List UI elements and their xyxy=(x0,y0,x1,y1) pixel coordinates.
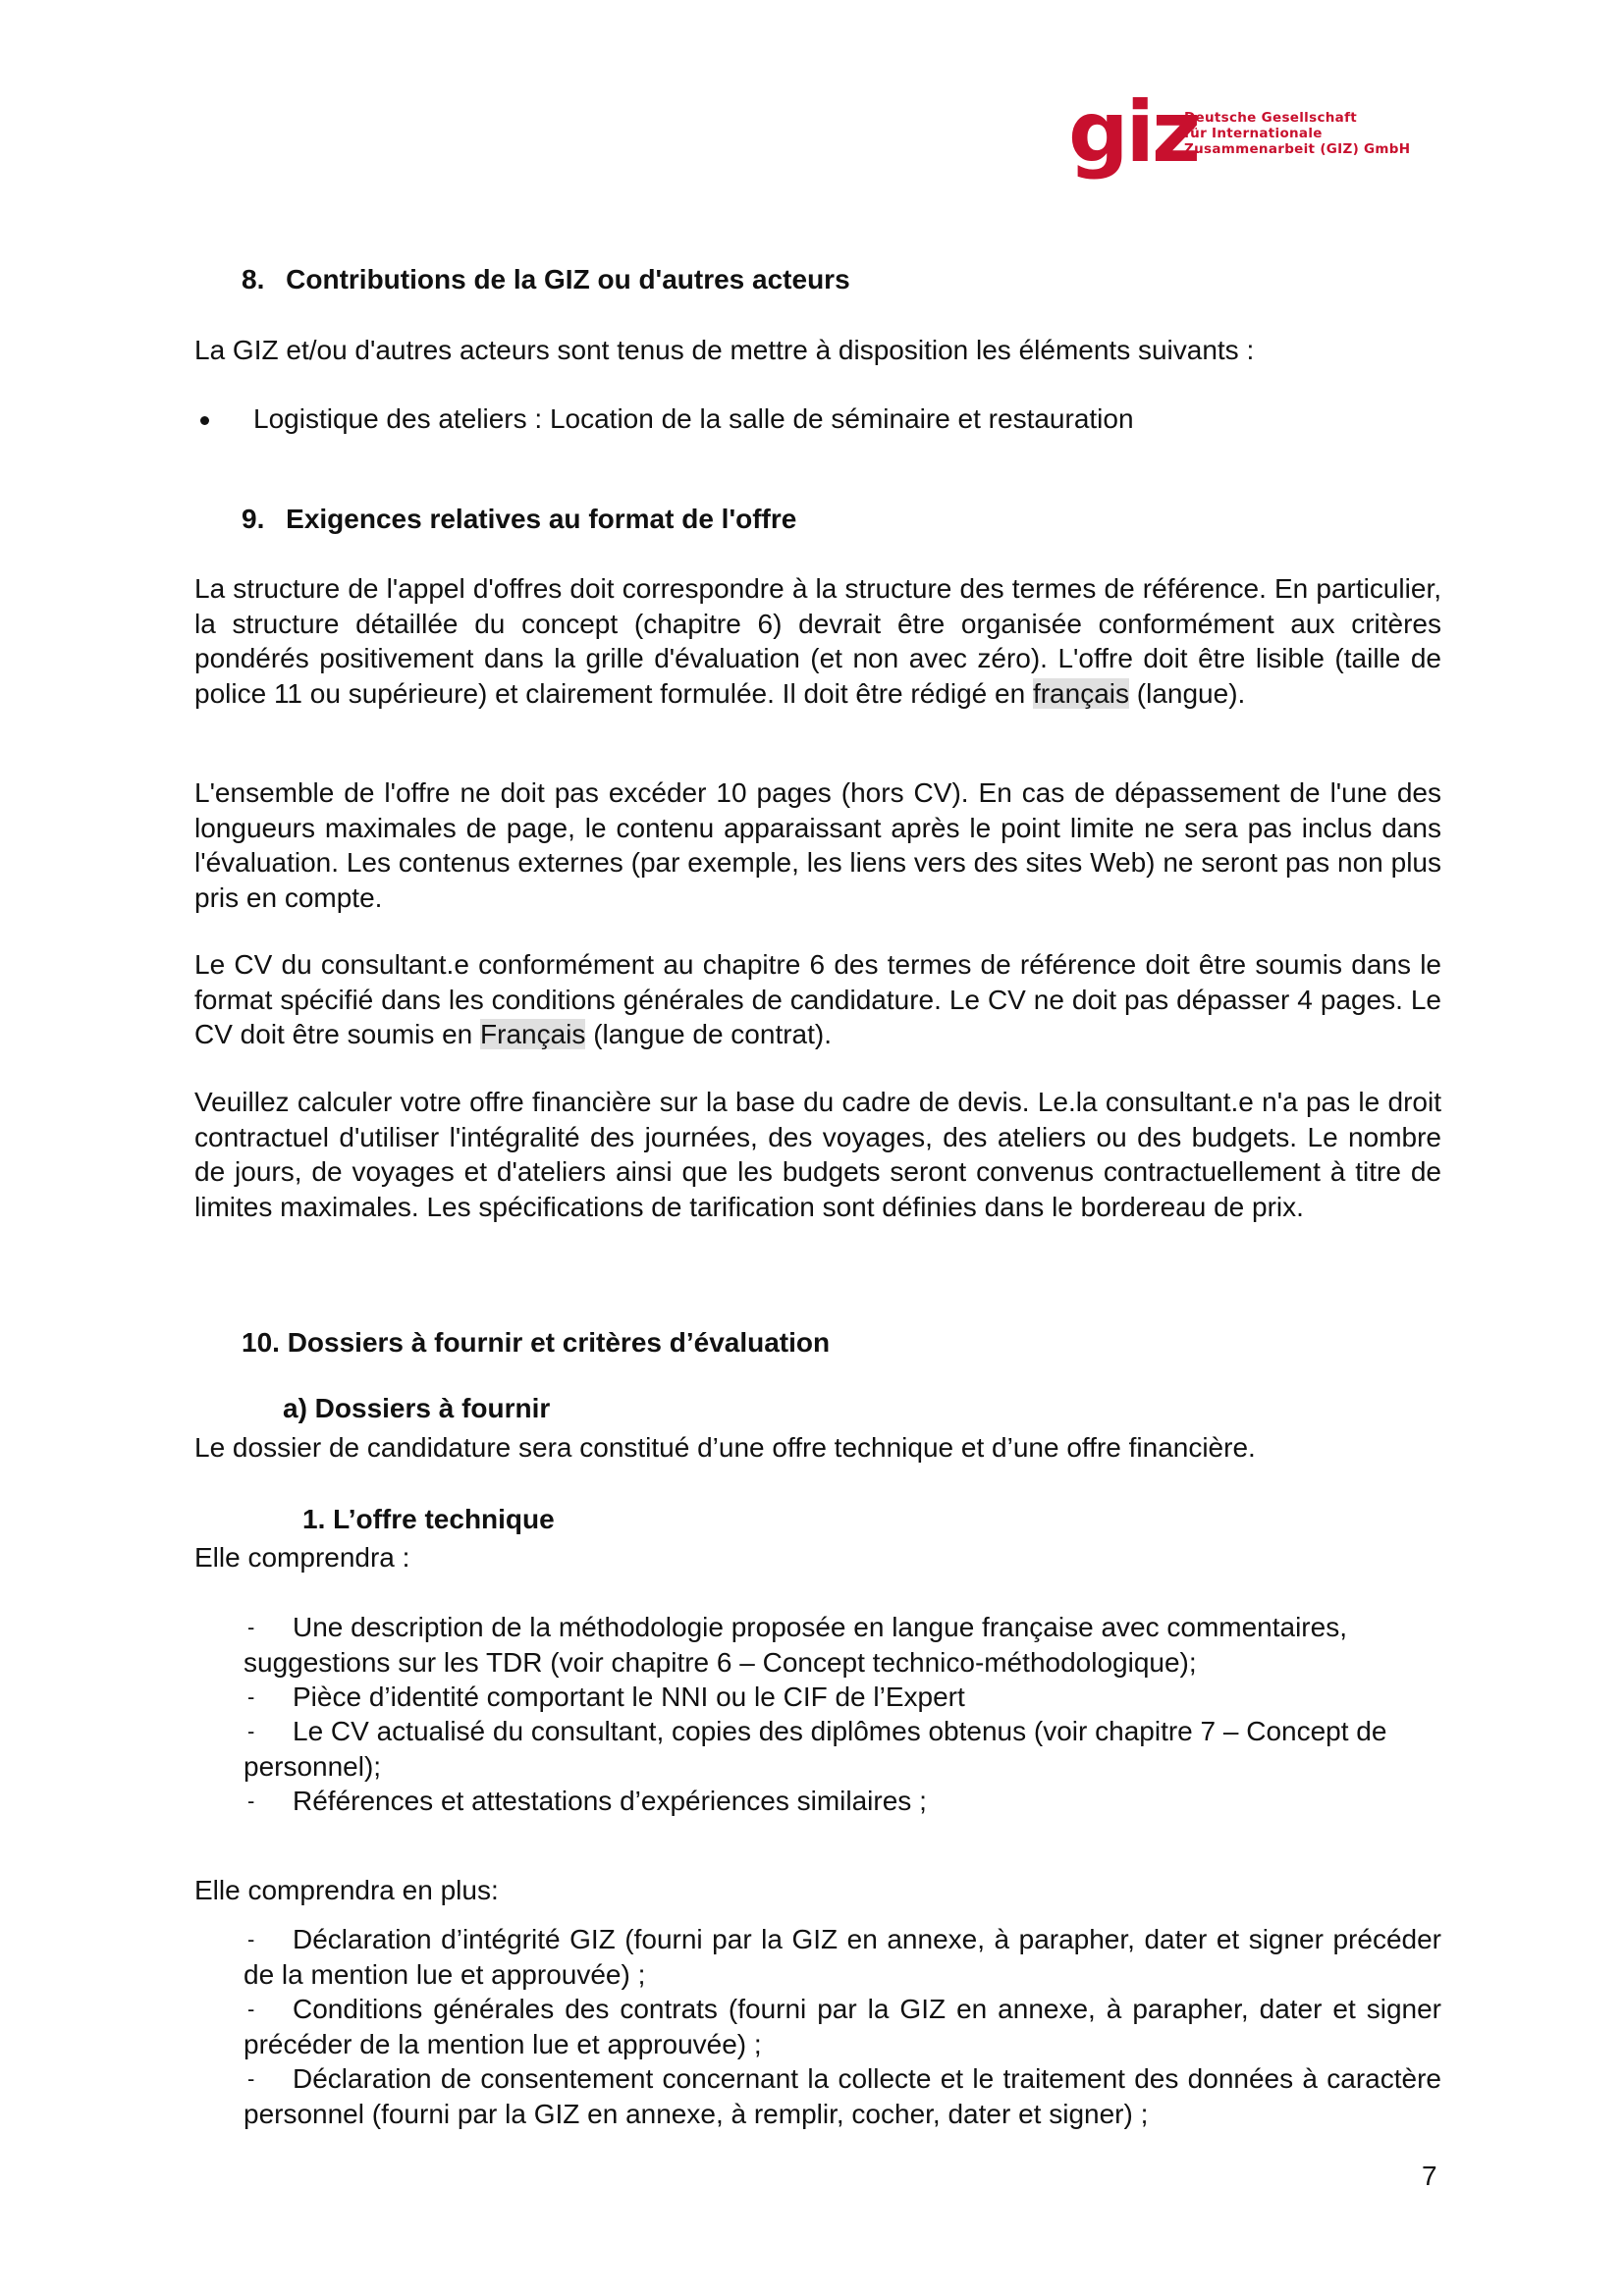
subsection-1-heading: 1. L’offre technique xyxy=(302,1504,555,1534)
logo-line-2: für Internationale xyxy=(1184,126,1323,141)
section-8-intro: La GIZ et/ou d'autres acteurs sont tenus de mettre à disposition les éléments suivants : xyxy=(194,335,1255,365)
list-item: Références et attestations d’expériences similaires ; xyxy=(293,1786,927,1816)
subsection-a-heading: a) Dossiers à fournir xyxy=(283,1393,551,1423)
section-9-title: Exigences relatives au format de l'offre xyxy=(286,504,797,534)
logo-caption xyxy=(1184,110,1410,157)
logo-mark: giz xyxy=(1068,83,1199,182)
bullet-dot xyxy=(200,416,209,425)
list-dash: - xyxy=(247,1615,255,1639)
p3-text-end: (langue de contrat). xyxy=(593,1019,832,1049)
section-8-heading xyxy=(242,263,850,296)
list-dash: - xyxy=(247,2066,255,2091)
section-8-title: Contributions de la GIZ ou d'autres acteurs xyxy=(286,264,850,294)
section-10-heading: 10. Dossiers à fournir et critères d’évaluation xyxy=(242,1327,831,1358)
section-8-number: 8. xyxy=(242,264,265,294)
comprendra-plus-label: Elle comprendra en plus: xyxy=(194,1875,499,1905)
section-8-bullet: Logistique des ateliers : Location de la salle de séminaire et restauration xyxy=(253,403,1134,434)
logo-line-1: Deutsche Gesellschaft xyxy=(1184,110,1357,126)
list-dash: - xyxy=(247,1719,255,1743)
section-9-paragraph-2: L'ensemble de l'offre ne doit pas excéder 10 pages (hors CV). En cas de dépassement de l'une des longueurs maximales de page, le contenu apparaissant après le point limite ne sera pas inclus dans l'évaluation. Les contenus externes (par exemple, les liens vers des sites Web) ne seront pas non plus pris en compte. xyxy=(194,777,1441,913)
section-9-number: 9. xyxy=(242,504,265,534)
p1-text-end: (langue). xyxy=(1136,677,1246,709)
list-item: Le CV actualisé du consultant, copies des diplômes obtenus (voir chapitre 7 – Concept de personnel); xyxy=(244,1716,1387,1782)
p3-highlight: Français xyxy=(480,1019,586,1049)
list-item: Une description de la méthodologie proposée en langue française avec commentaires, suggestions sur les TDR (voir chapitre 6 – Concept technico-méthodologique); xyxy=(244,1612,1347,1678)
comprendra-label: Elle comprendra : xyxy=(194,1542,410,1573)
page-number: 7 xyxy=(1422,2161,1437,2191)
section-9-heading xyxy=(242,503,796,536)
p1-highlight: français xyxy=(1032,677,1129,709)
logo-line-3: Zusammenarbeit (GIZ) GmbH xyxy=(1184,141,1411,157)
list-dash: - xyxy=(247,1684,255,1709)
list-dash: - xyxy=(247,1997,255,2021)
section-9-paragraph-3 xyxy=(194,947,1441,1052)
giz-logo xyxy=(1068,83,1411,188)
list-item-plus: Conditions générales des contrats (fourni par la GIZ en annexe, à parapher, dater et signer précéder de la mention lue et approuvée) ; xyxy=(244,1994,1441,2059)
list-item-plus: Déclaration d’intégrité GIZ (fourni par la GIZ en annexe, à parapher, dater et signer précéder de la mention lue et approuvée) ; xyxy=(244,1924,1441,1990)
list-dash: - xyxy=(247,1927,255,1951)
p1-text: La structure de l'appel d'offres doit correspondre à la structure des termes de référence. En particulier, la structure détaillée du concept (chapitre 6) devrait être organisée conformément aux critères pondérés positivement dans la grille d'évaluation (et non avec zéro). L'offre doit être lisible (taille de police 11 ou supérieure) et clairement formulée. Il doit être rédigé en xyxy=(194,573,1441,709)
list-dash: - xyxy=(247,1789,255,1813)
section-9-paragraph-4: Veuillez calculer votre offre financière sur la base du cadre de devis. Le.la consultant.e n'a pas le droit contractuel d'utiliser l'intégralité des journées, des voyages, des ateliers ou des budgets. Le nombre de jours, de voyages et d'ateliers ainsi que les budgets seront convenus contractuellement à titre de limites maximales. Les spécifications de tarification sont définies dans le bordereau de prix. xyxy=(194,1087,1441,1222)
p3-text: Le CV du consultant.e conformément au chapitre 6 des termes de référence doit être soumis dans le format spécifié dans les conditions générales de candidature. Le CV ne doit pas dépasser 4 pages. Le CV doit être soumis en xyxy=(194,949,1441,1049)
list-item-plus: Déclaration de consentement concernant la collecte et le traitement des données à caractère personnel (fourni par la GIZ en annexe, à remplir, cocher, dater et signer) ; xyxy=(244,2063,1441,2129)
subsection-a-text: Le dossier de candidature sera constitué d’une offre technique et d’une offre financière. xyxy=(194,1432,1256,1463)
list-item: Pièce d’identité comportant le NNI ou le CIF de l’Expert xyxy=(293,1682,965,1712)
section-9-paragraph-1 xyxy=(194,571,1441,711)
